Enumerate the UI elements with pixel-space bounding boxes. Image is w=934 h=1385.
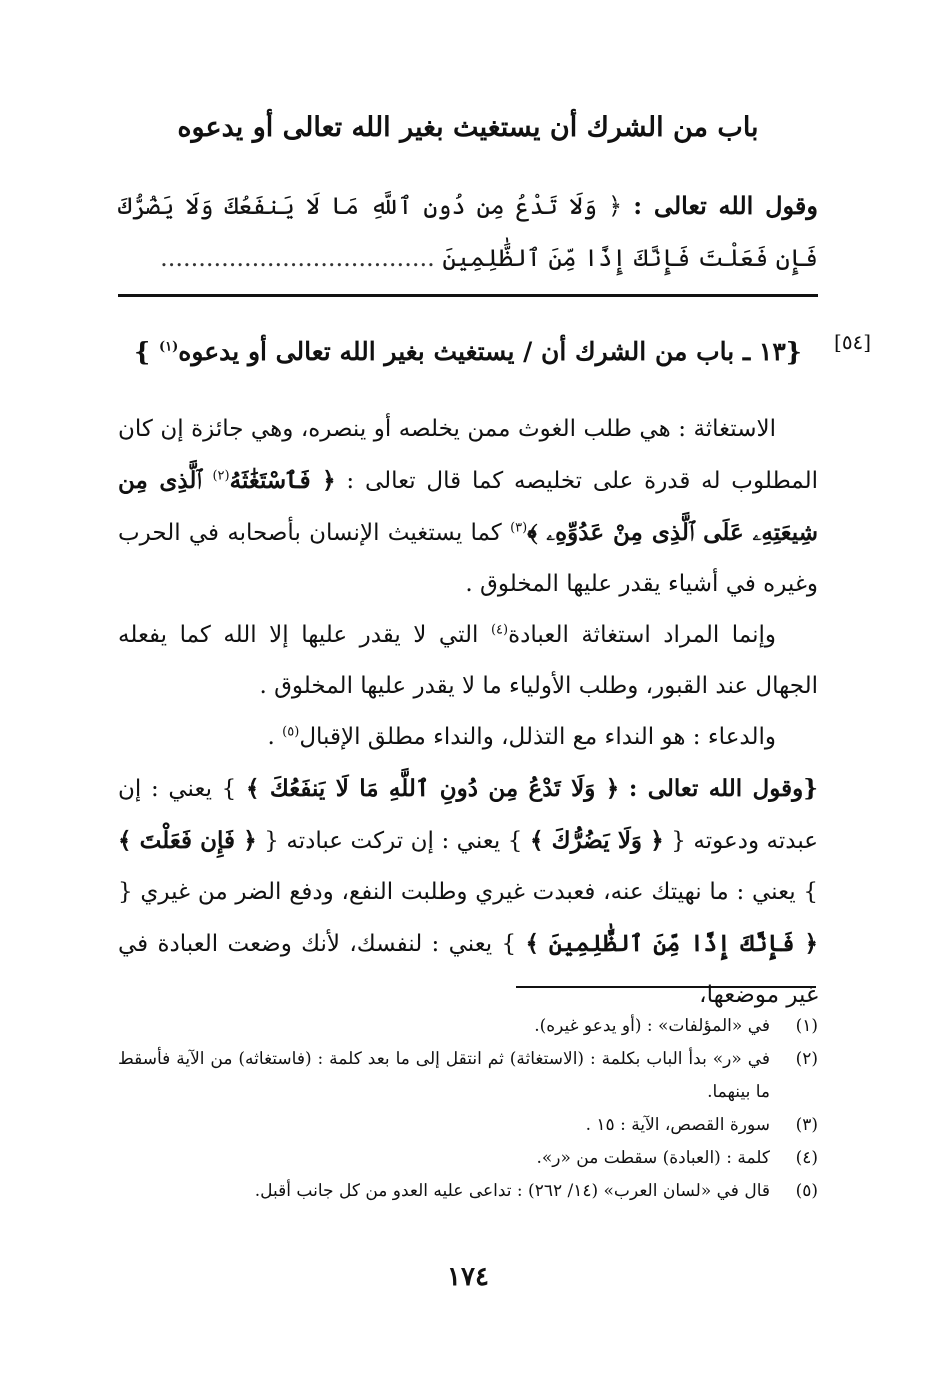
quran-quote: ٱلَّذِى مِن شِيعَتِهِۦ عَلَى ٱلَّذِى مِنْ عَدُوِّهِۦ ﴾ <box>118 467 818 546</box>
paragraph-text: التي لا يقدر عليها إلا الله كما يفعله الجهال عند القبور، وطلب الأولياء ما لا يقدر عليها المخلوق . <box>118 622 818 699</box>
quran-quote: ﴿ وَلَا يَضُرُّكَ ﴾ <box>529 827 664 854</box>
paragraph-text: كما يستغيث الإنسان بأصحابه في الحرب وغيره في أشياء يقدر عليها المخلوق . <box>118 520 818 597</box>
commentary-body <box>118 404 818 1021</box>
paragraph-lead: {وقول الله تعالى : <box>628 775 819 802</box>
paragraph-dua <box>118 712 818 763</box>
footnote-item <box>118 1043 818 1109</box>
chapter-heading <box>118 330 818 374</box>
footnote-text: كلمة : (العبادة) سقطت من «ر». <box>536 1148 770 1168</box>
paragraph-text: . <box>267 724 275 750</box>
paragraph-ibada <box>118 610 818 712</box>
paragraph-text: والدعاء : هو النداء مع التذلل، والنداء مطلق الإقبال <box>299 724 776 750</box>
footnote-text: في «ر» بدأ الباب بكلمة : (الاستغاثة) ثم انتقل إلى ما بعد كلمة : (فاستغاثه) من الآية فأسقط ما بينهما. <box>118 1049 770 1102</box>
footnote-item <box>118 1010 818 1043</box>
quran-quote: ﴿ فَإِن فَعَلْتَ ﴾ <box>118 827 257 854</box>
footnote-text: قال في «لسان العرب» (١٤/ ٢٦٢) : تداعى عليه العدو من كل جانب أقبل. <box>254 1181 770 1201</box>
paragraph-tafsir <box>118 763 818 1021</box>
verse-quotation-block <box>118 180 818 284</box>
header-divider-rule <box>118 294 818 297</box>
paragraph-text: } يعني : لنفسك، لأنك وضعت العبادة في غير موضعها، <box>118 931 818 1008</box>
verse-text: ﴿ وَلَا تَدْعُ مِن دُونِ ٱللَّهِ مَا لَا يَنفَعُكَ وَلَا يَضُرُّكَ فَإِن فَعَلْتَ فَإِنَّكَ إِذًا مِّنَ ٱلظَّٰلِمِينَ <box>118 192 818 272</box>
footnote-text: في «المؤلفات» : (أو يدعو غيره). <box>534 1016 770 1036</box>
footnote-item <box>118 1142 818 1175</box>
footnote-number: (١) <box>795 1016 818 1036</box>
footnote-ref-4[interactable]: (٤) <box>490 622 509 638</box>
footnote-number: (٥) <box>795 1181 818 1201</box>
quran-quote: ﴿ فَٱسْتَغَٰثَهُ <box>229 467 336 494</box>
quran-quote: ﴿ فَإِنَّكَ إِذًا مِّنَ ٱلظَّٰلِمِينَ ﴾ <box>525 930 818 957</box>
paragraph-text: } يعني : ما نهيتك عنه، فعبدت غيري وطلبت النفع، ودفع الضر من غيري { <box>118 879 818 905</box>
chapter-heading-close-brace: } <box>134 337 151 366</box>
chapter-heading-text: {١٣ ـ باب من الشرك أن / يستغيث بغير الله تعالى أو يدعوه <box>178 337 802 366</box>
footnote-item <box>118 1109 818 1142</box>
paragraph-text: وإنما المراد استغاثة العبادة <box>508 622 777 648</box>
verse-lead-label: وقول الله تعالى : <box>633 191 818 220</box>
footnote-separator-rule <box>516 986 816 988</box>
footnote-ref-1[interactable]: (١) <box>158 339 179 355</box>
footnotes-section <box>118 1010 818 1208</box>
footnote-ref-5[interactable]: (٥) <box>282 724 300 740</box>
footnote-ref-3[interactable]: (٣) <box>510 520 528 536</box>
paragraph-istighatha <box>118 404 818 610</box>
footnote-ref-2[interactable]: (٢) <box>212 468 230 484</box>
quran-quote: ﴿ وَلَا تَدْعُ مِن دُونِ ٱللَّهِ مَا لَا يَنفَعُكَ ﴾ <box>246 775 620 802</box>
manuscript-folio-marker: [٥٤] <box>834 330 872 354</box>
paragraph-text: الاستغاثة : هي طلب الغوث ممن يخلصه أو ينصره، وهي جائزة إن كان المطلوب له قدرة على تخليصه كما قال تعالى : <box>118 416 819 494</box>
footnote-number: (٣) <box>795 1115 818 1135</box>
verse-ellipsis-dots: .................................... <box>160 244 435 272</box>
footnote-number: (٤) <box>795 1148 818 1168</box>
footnote-item <box>118 1175 818 1208</box>
footnote-text: سورة القصص، الآية : ١٥ . <box>585 1115 770 1135</box>
running-header-title: باب من الشرك أن يستغيث بغير الله تعالى أو يدعوه <box>177 112 759 143</box>
paragraph-text: } يعني : إن تركت عبادته { <box>264 828 523 854</box>
footnote-number: (٢) <box>795 1049 818 1069</box>
page-number: ١٧٤ <box>447 1262 489 1292</box>
paragraph-text: } يعني : إن عبدته ودعوته { <box>118 776 819 854</box>
